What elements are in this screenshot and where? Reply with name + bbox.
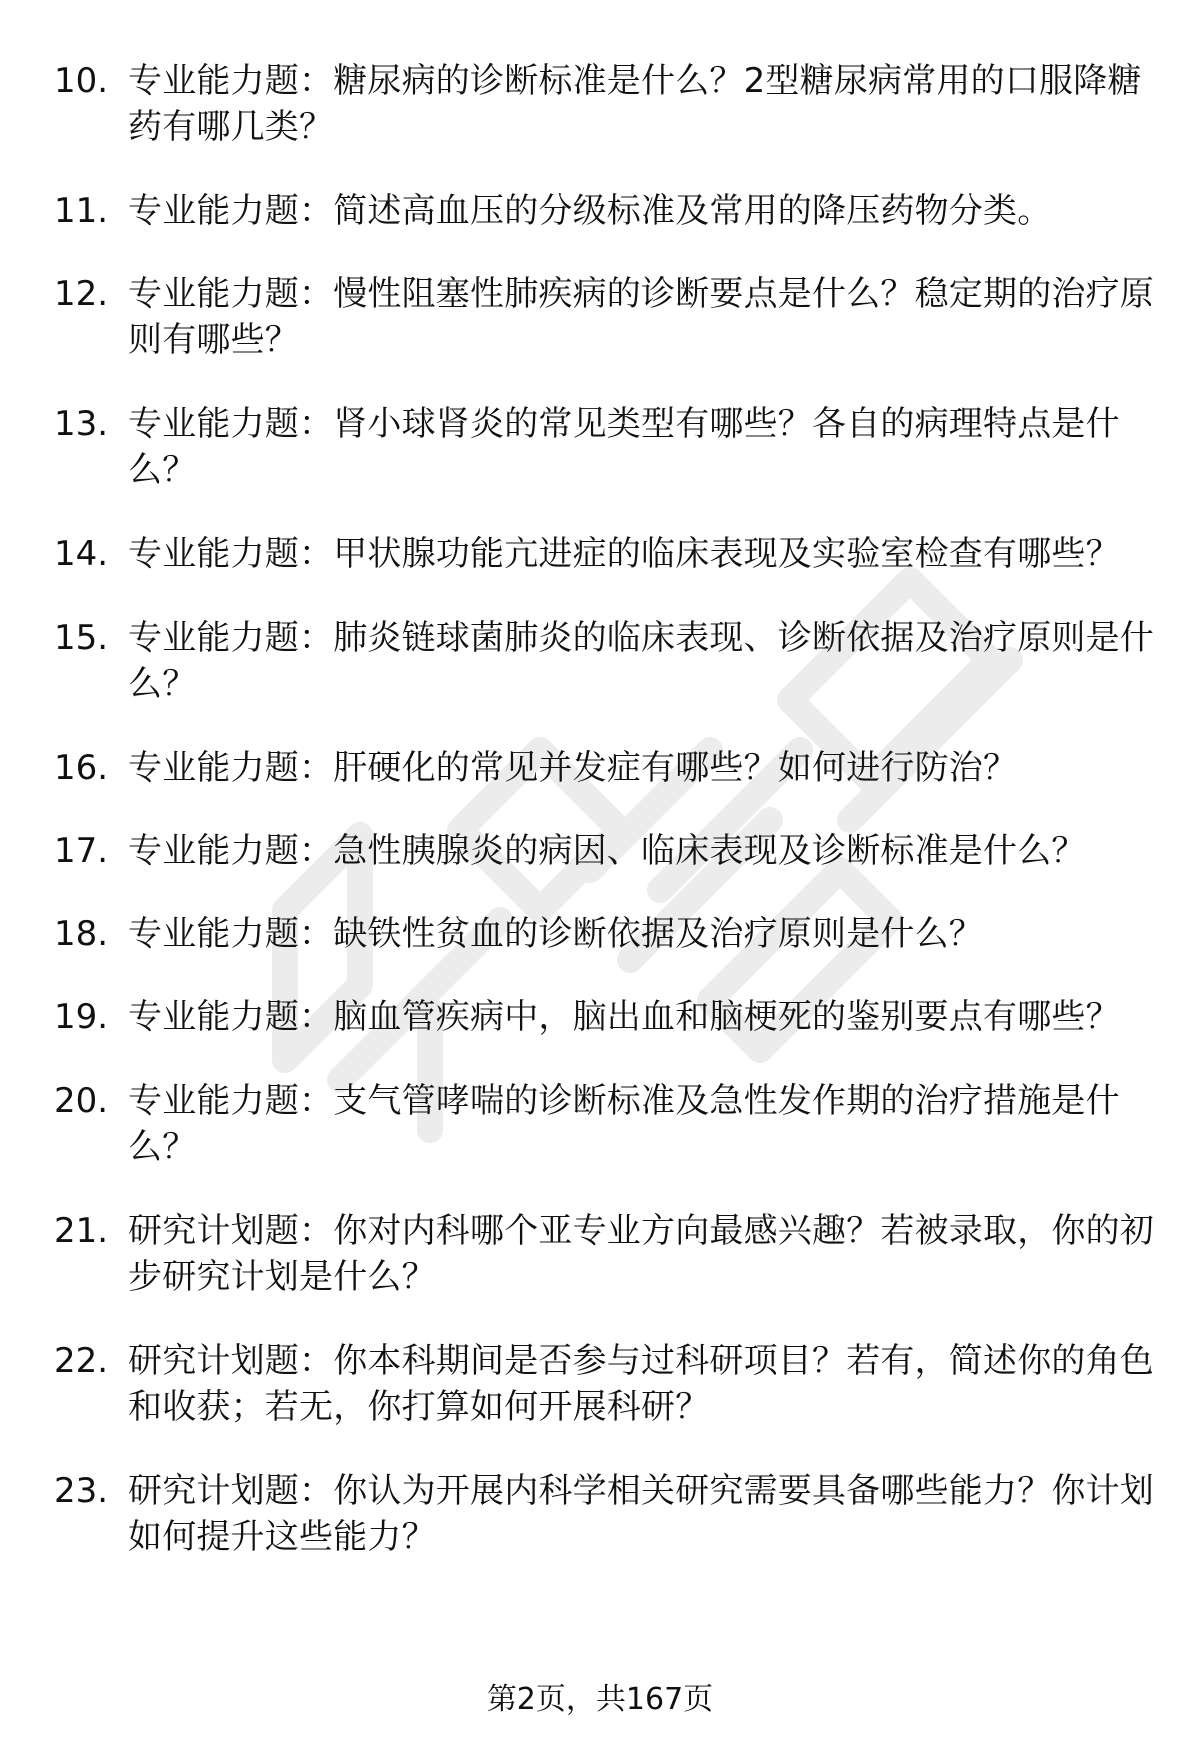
- question-number: 20.: [54, 1081, 109, 1121]
- question-number: 23.: [54, 1471, 109, 1511]
- question-item: [54, 1078, 1164, 1170]
- question-item: [54, 271, 1164, 363]
- question-text: 专业能力题：支气管哮喘的诊断标准及急性发作期的治疗措施是什么？: [128, 1081, 1120, 1167]
- question-text: 专业能力题：慢性阻塞性肺疾病的诊断要点是什么？稳定期的治疗原则有哪些？: [128, 274, 1154, 360]
- question-text: 专业能力题：甲状腺功能亢进症的临床表现及实验室检查有哪些？: [128, 534, 1120, 574]
- question-number: 11.: [54, 191, 109, 231]
- question-text: 专业能力题：缺铁性贫血的诊断依据及治疗原则是什么？: [128, 914, 983, 954]
- question-list: [54, 58, 1164, 1598]
- question-number: 18.: [54, 914, 109, 954]
- question-text: 专业能力题：肾小球肾炎的常见类型有哪些？各自的病理特点是什么？: [128, 404, 1120, 490]
- question-number: 14.: [54, 534, 109, 574]
- question-item: [54, 1338, 1164, 1430]
- question-item: [54, 911, 1164, 957]
- question-text: 专业能力题：脑血管疾病中，脑出血和脑梗死的鉴别要点有哪些？: [128, 997, 1120, 1037]
- question-number: 21.: [54, 1211, 109, 1251]
- question-number: 16.: [54, 748, 109, 788]
- question-item: [54, 58, 1164, 150]
- question-number: 22.: [54, 1341, 109, 1381]
- question-item: [54, 188, 1164, 234]
- question-item: [54, 401, 1164, 493]
- question-text: 专业能力题：简述高血压的分级标准及常用的降压药物分类。: [128, 191, 1052, 231]
- question-text: 专业能力题：急性胰腺炎的病因、临床表现及诊断标准是什么？: [128, 831, 1086, 871]
- question-number: 12.: [54, 274, 109, 314]
- question-number: 19.: [54, 997, 109, 1037]
- question-text: 研究计划题：你本科期间是否参与过科研项目？若有，简述你的角色和收获；若无，你打算如何开展科研？: [128, 1341, 1154, 1427]
- question-item: [54, 994, 1164, 1040]
- question-text: 专业能力题：肝硬化的常见并发症有哪些？如何进行防治？: [128, 748, 1018, 788]
- question-item: [54, 745, 1164, 791]
- question-item: [54, 828, 1164, 874]
- question-text: 研究计划题：你认为开展内科学相关研究需要具备哪些能力？你计划如何提升这些能力？: [128, 1471, 1154, 1557]
- question-number: 15.: [54, 618, 109, 658]
- question-item: [54, 1208, 1164, 1300]
- question-number: 17.: [54, 831, 109, 871]
- question-number: 10.: [54, 61, 109, 101]
- question-text: 专业能力题：肺炎链球菌肺炎的临床表现、诊断依据及治疗原则是什么？: [128, 618, 1154, 704]
- question-text: 研究计划题：你对内科哪个亚专业方向最感兴趣？若被录取，你的初步研究计划是什么？: [128, 1211, 1154, 1297]
- question-number: 13.: [54, 404, 109, 444]
- question-item: [54, 615, 1164, 707]
- question-item: [54, 1468, 1164, 1560]
- question-item: [54, 531, 1164, 577]
- question-text: 专业能力题：糖尿病的诊断标准是什么？2型糖尿病常用的口服降糖药有哪几类？: [128, 61, 1142, 147]
- page-footer: 第2页，共167页: [486, 1682, 714, 1717]
